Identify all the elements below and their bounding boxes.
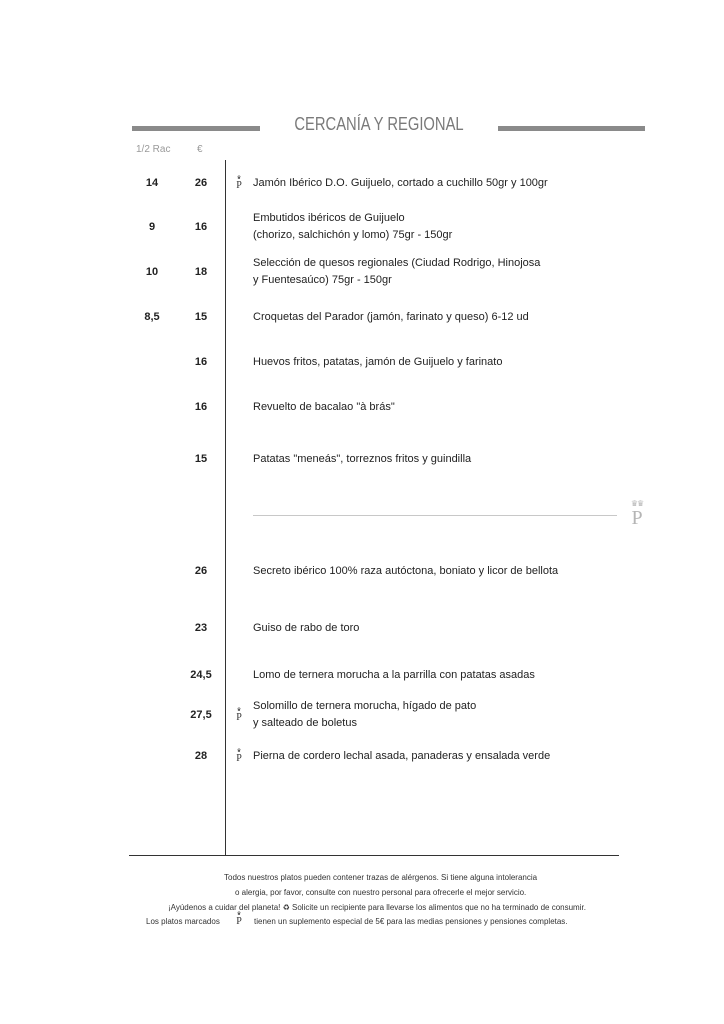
parador-logo-icon: ♛♛ P bbox=[626, 500, 648, 528]
full-price: 15 bbox=[194, 311, 208, 323]
full-price: 24,5 bbox=[190, 669, 212, 681]
full-price: 26 bbox=[194, 177, 208, 189]
full-price: 26 bbox=[194, 565, 208, 577]
supplement-notice-text: tienen un suplemento especial de 5€ para las medias pensiones y pensiones completas. bbox=[254, 917, 568, 926]
half-portion-price bbox=[132, 342, 172, 382]
full-price: 23 bbox=[194, 622, 208, 634]
logo-letter: P bbox=[631, 507, 643, 529]
dish-description-line: Solomillo de ternera morucha, hígado de pato bbox=[253, 700, 477, 712]
dish-description-line: (chorizo, salchichón y lomo) 75gr - 150gr bbox=[253, 229, 453, 241]
dish-description bbox=[253, 736, 633, 776]
footer-rule bbox=[129, 855, 619, 856]
dish-description-line: Selección de quesos regionales (Ciudad Rodrigo, Hinojosa bbox=[253, 257, 541, 269]
half-portion-price bbox=[132, 655, 172, 695]
dish-description-line: Lomo de ternera morucha a la parrilla con patatas asadas bbox=[253, 668, 535, 681]
planet-notice: ¡Ayúdenos a cuidar del planeta! ♻ Solicite un recipiente para llevarse los alimentos que no ha terminado de consumir. bbox=[168, 903, 586, 912]
half-portion-price: 10 bbox=[145, 266, 159, 278]
column-header-half: 1/2 Rac bbox=[136, 144, 171, 155]
dish-row bbox=[0, 439, 724, 479]
header-rule-left bbox=[132, 126, 260, 131]
dish-description bbox=[253, 655, 633, 695]
half-portion-price bbox=[132, 439, 172, 479]
dish-description bbox=[253, 163, 633, 203]
dish-description bbox=[253, 252, 633, 292]
half-portion-price: 9 bbox=[148, 221, 156, 233]
dish-row bbox=[0, 252, 724, 292]
allergen-notice-line2: o alergia, por favor, consulte con nuestro personal para ofrecerle el mejor servicio. bbox=[235, 888, 527, 897]
dish-description bbox=[253, 207, 633, 247]
dish-row bbox=[0, 736, 724, 776]
allergen-notice-line1: Todos nuestros platos pueden contener trazas de alérgenos. Si tiene alguna intolerancia bbox=[224, 873, 538, 882]
supplement-mark-icon: ♛ P bbox=[236, 912, 242, 927]
dish-row bbox=[0, 551, 724, 591]
half-portion-price bbox=[132, 387, 172, 427]
supplement-mark-icon: ♛ P bbox=[236, 707, 242, 723]
full-price: 28 bbox=[194, 750, 208, 762]
supplement-mark-icon: ♛ P bbox=[236, 175, 242, 191]
dish-description-line: Jamón Ibérico D.O. Guijuelo, cortado a cuchillo 50gr y 100gr bbox=[253, 176, 548, 189]
header-rule-right bbox=[498, 126, 645, 131]
column-header-price: € bbox=[197, 144, 203, 155]
dish-row bbox=[0, 342, 724, 382]
dish-row bbox=[0, 207, 724, 247]
supplement-notice-prefix: Los platos marcados bbox=[146, 917, 220, 926]
full-price: 27,5 bbox=[190, 709, 212, 721]
full-price: 16 bbox=[194, 221, 208, 233]
supplement-mark-icon: ♛ P bbox=[236, 748, 242, 764]
dish-description-line: Croquetas del Parador (jamón, farinato y queso) 6-12 ud bbox=[253, 310, 529, 323]
dish-description bbox=[253, 342, 633, 382]
dish-description-line: Patatas "meneás", torreznos fritos y guindilla bbox=[253, 452, 472, 465]
full-price: 15 bbox=[194, 453, 208, 465]
section-separator bbox=[253, 515, 617, 516]
dish-row bbox=[0, 695, 724, 735]
dish-row bbox=[0, 297, 724, 337]
half-portion-price bbox=[132, 695, 172, 735]
dish-description-line: Secreto ibérico 100% raza autóctona, boniato y licor de bellota bbox=[253, 564, 559, 577]
full-price: 18 bbox=[194, 266, 208, 278]
dish-description-line: Embutidos ibéricos de Guijuelo bbox=[253, 212, 405, 224]
dish-row bbox=[0, 655, 724, 695]
dish-description bbox=[253, 551, 633, 591]
dish-row bbox=[0, 387, 724, 427]
section-title: CERCANÍA Y REGIONAL bbox=[294, 114, 464, 134]
dish-description bbox=[253, 608, 633, 648]
half-portion-price bbox=[132, 608, 172, 648]
dish-description bbox=[253, 297, 633, 337]
dish-row bbox=[0, 163, 724, 203]
dish-row bbox=[0, 608, 724, 648]
dish-description-line: y Fuentesaúco) 75gr - 150gr bbox=[253, 274, 392, 286]
full-price: 16 bbox=[194, 356, 208, 368]
dish-description-line: Guiso de rabo de toro bbox=[253, 621, 360, 634]
dish-description bbox=[253, 387, 633, 427]
half-portion-price: 8,5 bbox=[144, 311, 160, 323]
dish-description bbox=[253, 695, 633, 735]
dish-description-line: Pierna de cordero lechal asada, panaderas y ensalada verde bbox=[253, 749, 551, 762]
full-price: 16 bbox=[194, 401, 208, 413]
dish-description bbox=[253, 439, 633, 479]
dish-description-line: Revuelto de bacalao "à brás" bbox=[253, 400, 395, 413]
half-portion-price: 14 bbox=[145, 177, 159, 189]
dish-description-line: y salteado de boletus bbox=[253, 717, 357, 729]
half-portion-price bbox=[132, 736, 172, 776]
dish-description-line: Huevos fritos, patatas, jamón de Guijuelo y farinato bbox=[253, 355, 503, 368]
half-portion-price bbox=[132, 551, 172, 591]
